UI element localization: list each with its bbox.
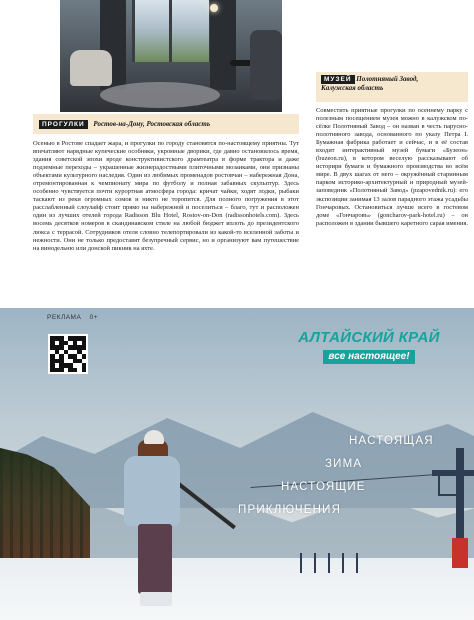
brand-title: АЛТАЙСКИЙ КРАЙ [298, 329, 440, 346]
skier-pants [138, 524, 172, 594]
snow-slope [0, 558, 474, 620]
skier-boots [140, 592, 172, 606]
walks-location: Ростов-на-Дону, Ростовская область [93, 120, 211, 128]
distant-lift-poles [300, 553, 360, 573]
chair [70, 50, 112, 86]
ski-lift-base [452, 538, 468, 568]
slogan-line-4: ПРИКЛЮЧЕНИЯ [238, 504, 342, 516]
slogan-line-2: ЗИМА [325, 458, 363, 470]
qr-code[interactable] [48, 334, 88, 374]
skier-hat [144, 430, 164, 444]
ski-lift-chair [438, 476, 458, 496]
ad-label-text: РЕКЛАМА [47, 314, 82, 321]
brand-block [297, 329, 441, 364]
skier-jacket [124, 456, 180, 526]
museum-location-line2: Калужская область [321, 84, 384, 92]
slogan-line-1: НАСТОЯЩАЯ [349, 435, 434, 447]
armchair [250, 30, 282, 100]
ski-lift-tower [456, 448, 464, 548]
rug [100, 82, 220, 108]
museum-tag: МУЗЕЙ [321, 75, 355, 84]
museum-location-line1: Полотняный Завод, [356, 75, 419, 83]
walks-article-text: Осенью в Ростове спадает жара, и прогулки по городу становятся по-настоящему приятны. Тут впечатляют нарядные купеческие особняки, укромные дворики, где давно остановилось время, здания советской эпохи вроде конструктивистского драмтеатра в форме трактора и даже подземные переходы – украшенные жизнерадостными плиточными мозаиками, они признаны объектами культурного наследия. Один из любимых променадов ростовчан – набережная Дона, отремонтированная к чемпионату мира по футболу и полная забавных скульптур. Здесь особенно чувствуется почти курортная атмосфера города: кричат чайки, ходят лодки, рыбаки таскают из реки огромных сомов и никто не торопится. Для полного погружения в этот расслабленный слоулайф стоит прямо на набережной и поселиться – благо, тут и расположен один из лучших отелей города Radisson Blu Hotel, Rostov-on-Don (radissonhotels.com). Здесь восемь десятков номеров в скандинавском стиле на любой бюджет вплоть до президентского люкса с террасой. Сотрудников отеля словно телепортировали из какой-то вселенной заботы и нежности. Они не только предоставят безупречный сервис, но и организуют вам путешествие на винодельню или донской пикник на яхте. [33, 140, 299, 252]
window [132, 0, 212, 62]
slogan-line-3: НАСТОЯЩИЕ [281, 481, 366, 493]
skier-figure [118, 428, 188, 618]
museum-header [316, 72, 468, 102]
walks-header [33, 114, 299, 134]
lamp [210, 4, 218, 12]
brand-subtitle: все настоящее! [323, 350, 414, 364]
walks-tag: ПРОГУЛКИ [39, 120, 88, 129]
ad-label [47, 314, 98, 321]
curtain-right [210, 0, 236, 90]
hotel-room-photo [60, 0, 282, 112]
museum-article-text: Совместить приятные прогулки по осеннему парку с полезным посещением музея можно в калужском посёлке Полотняный Завод – он назван в честь парусно-полотняного завода, основанного по указу Петра I. Бумажная фабрика работает и сейчас, и в её состав входит интерактивный музей бумаги «Бузеон» (buzeon.ru), в котором веселую рассказывают об историри бумаги и бумажного производства во всём мире. В двух шагах от него – окружённый старинным парком историко-архитектурный и природный музей-заповедник «Полотняный Завод» (pzapovednik.ru): его экспозиции занимая 13 залов парадного этажа усадьбы Гончаровых. Остановиться лучше всего в гостевом доме «Гончаровъ» (goncharov-park-hotel.ru) – он расположен в здании бывшего каретного сарая имения. [316, 107, 468, 227]
age-rating: 0+ [89, 314, 99, 321]
